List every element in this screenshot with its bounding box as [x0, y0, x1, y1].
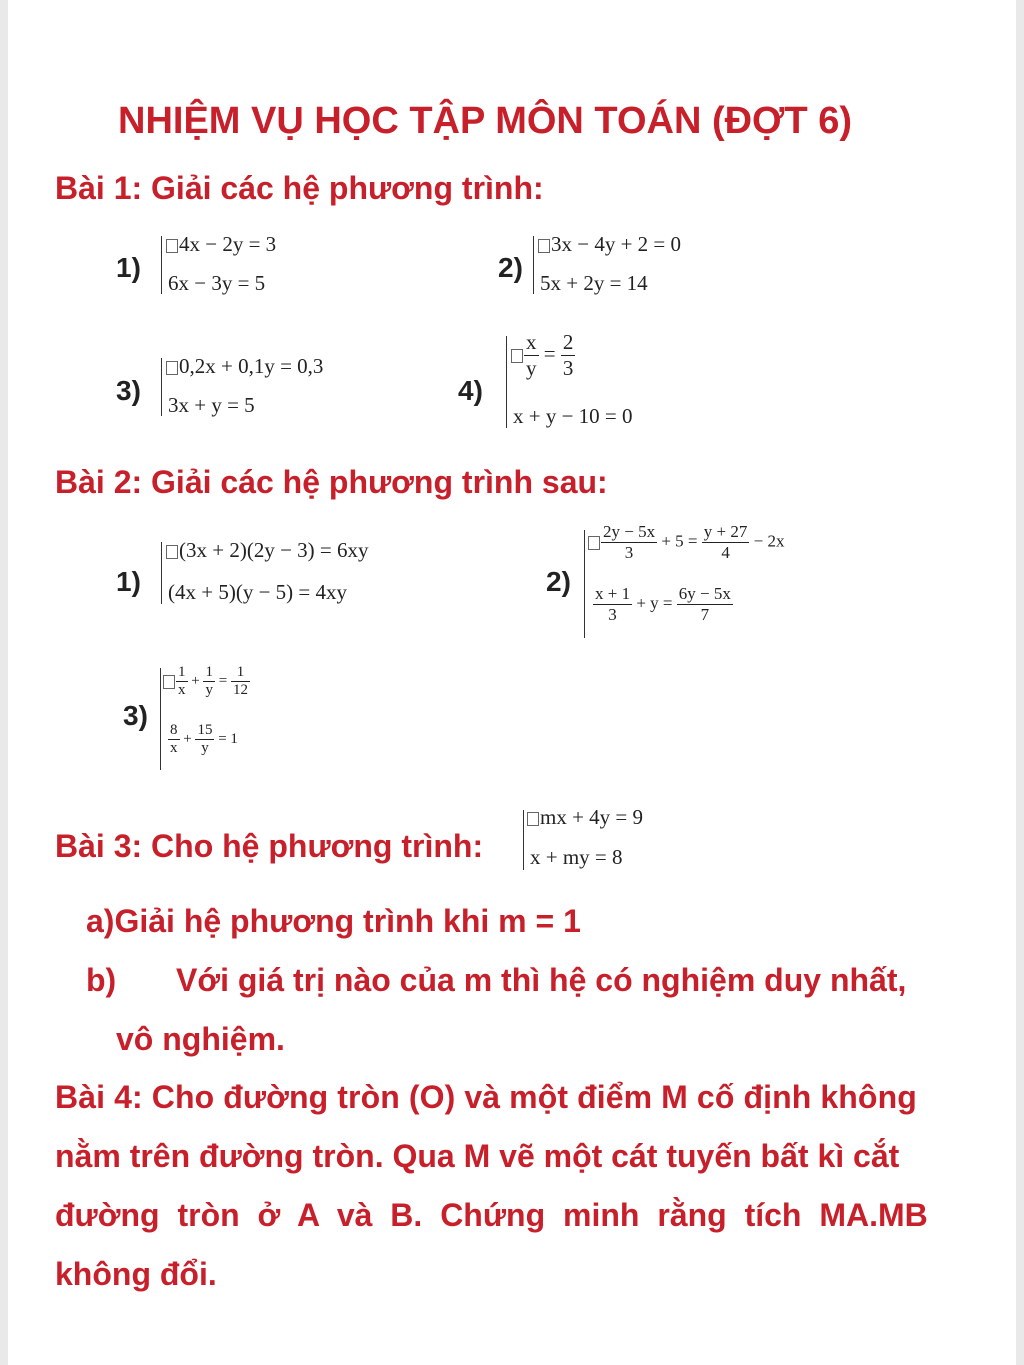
bai1-p4-eq1: $\frac{x}{y}$ = $\frac{2}{3}$	[511, 330, 575, 381]
brace-icon	[506, 336, 507, 428]
bai2-p3-eq1: $\frac{1}{x}$ + $\frac{1}{y}$ = $\frac{1}{12}$	[163, 664, 250, 699]
bai2-p1-eq1: (3x + 2)(2y − 3) = 6xy	[166, 538, 369, 563]
brace-icon	[584, 530, 585, 638]
brace-icon	[161, 542, 162, 604]
bai3-eq1: mx + 4y = 9	[527, 805, 643, 830]
bai3-part-b-text2: vô nghiệm.	[116, 1021, 285, 1057]
bai2-p2-eq1: $\frac{2y - 5x}{3}$ + 5 = $\frac{y + 27}{4}$ − 2x	[588, 522, 784, 563]
bai1-p4-eq2: x + y − 10 = 0	[513, 404, 633, 428]
bai2-p1-number: 1)	[116, 566, 141, 597]
bai2-p1-eq2: (4x + 5)(y − 5) = 4xy	[168, 580, 348, 604]
bai1-p2-eq1: 3x − 4y + 2 = 0	[538, 232, 681, 257]
bai2-p3-eq2: $\frac{8}{x}$ + $\frac{15}{y}$ = 1	[170, 722, 238, 756]
document-page	[8, 0, 1016, 1365]
page-title: NHIỆM VỤ HỌC TẬP MÔN TOÁN (ĐỢT 6)	[118, 100, 853, 142]
bai1-p3-eq2: 3x + y = 5	[168, 393, 255, 417]
bai2-p2-eq2: $\frac{x + 1}{3}$ + y = $\frac{6y - 5x}{7}$	[595, 584, 731, 624]
bai2-p2-number: 2)	[546, 566, 571, 597]
bai1-p1-eq1: 4x − 2y = 3	[166, 232, 276, 257]
brace-icon	[160, 668, 161, 770]
bai3-heading: Bài 3: Cho hệ phương trình:	[55, 828, 484, 864]
bai3-part-b-label: b)	[86, 962, 117, 998]
bai4-line1: Bài 4: Cho đường tròn (O) và một điểm M cố định không	[55, 1079, 917, 1115]
bai4-line4: không đổi.	[55, 1256, 217, 1292]
brace-icon	[533, 236, 534, 294]
bai4-line3: đường tròn ở A và B. Chứng minh rằng tích MA.MB	[55, 1197, 928, 1233]
bai3-part-b-text: Với giá trị nào của m thì hệ có nghiệm duy nhất,	[176, 962, 907, 998]
bai4-line2: nằm trên đường tròn. Qua M vẽ một cát tuyến bất kì cắt	[55, 1138, 900, 1174]
bai1-p2-number: 2)	[498, 252, 523, 283]
brace-icon	[161, 236, 162, 294]
bai3-part-a: a)Giải hệ phương trình khi m = 1	[86, 903, 581, 939]
bai1-p1-eq2: 6x − 3y = 5	[168, 271, 266, 295]
brace-icon	[161, 358, 162, 416]
bai1-p4-number: 4)	[458, 375, 483, 406]
bai1-heading: Bài 1: Giải các hệ phương trình:	[55, 170, 544, 206]
bai3-eq2: x + my = 8	[530, 845, 623, 869]
bai1-p1-number: 1)	[116, 252, 141, 283]
bai1-p3-number: 3)	[116, 375, 141, 406]
brace-icon	[523, 810, 524, 870]
bai1-p2-eq2: 5x + 2y = 14	[540, 271, 648, 295]
bai1-p3-eq1: 0,2x + 0,1y = 0,3	[166, 354, 323, 379]
bai2-p3-number: 3)	[123, 700, 148, 731]
bai2-heading: Bài 2: Giải các hệ phương trình sau:	[55, 464, 608, 500]
